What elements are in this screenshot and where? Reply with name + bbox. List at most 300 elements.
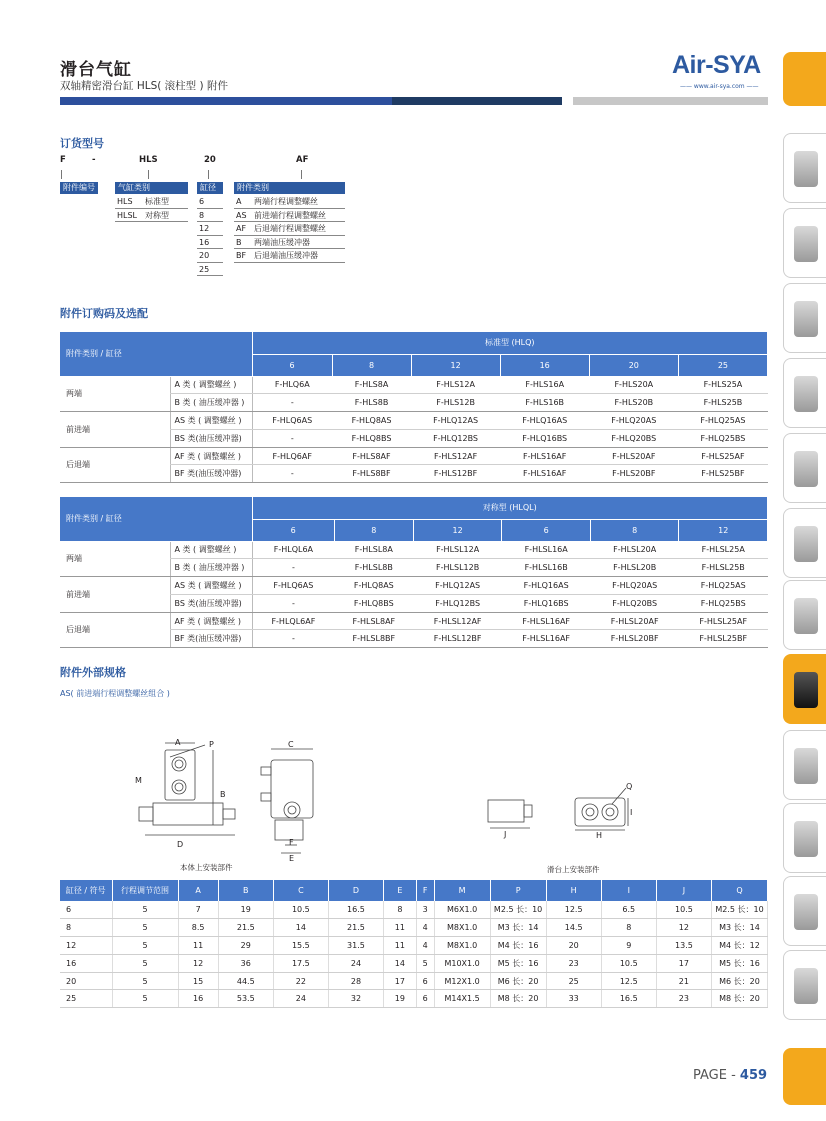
table-cell: F-HLQ6A [252,376,332,394]
spec-cell: 36 [218,954,273,972]
spec-cell: 28 [328,972,383,990]
side-tab-top [783,52,826,106]
spec-cell: 21.5 [218,919,273,937]
table-cell: F-HLS25BF [678,465,767,483]
acc-type-list [234,195,345,263]
side-tab-1[interactable] [783,133,826,203]
table-cell: F-HLS25AF [678,447,767,465]
table-row [60,954,768,972]
list-item: B 两端油压缓冲器 [234,236,345,250]
dim-h: H [596,831,603,840]
spec-cell: 17 [384,972,417,990]
row-subtype: BF 类(油压缓冲器) [170,465,252,483]
spec-cell: 5 [112,972,178,990]
bore-list [197,195,223,276]
spec-cell: M6 长：20 [490,972,546,990]
table-row [60,447,768,465]
code-hls: HLS [139,155,158,165]
spec-cell: 5 [112,990,178,1008]
spec-cell: 6 [60,901,112,919]
table-cell: F-HLSL20BF [590,630,679,648]
table-cell: F-HLQ8BS [334,594,413,612]
spec-cell: 53.5 [218,990,273,1008]
table-cell: - [252,630,334,648]
table-cell: F-HLQ25AS [678,412,767,430]
order-section-title: 订货型号 [60,137,104,150]
spec-cell: 5 [112,919,178,937]
row-subtype: A 类 ( 调整螺丝 ) [170,376,252,394]
list-item: 6 [197,195,223,209]
code-tick [148,170,149,179]
list-item: 16 [197,236,223,250]
bore-header: 16 [500,354,589,376]
table-cell: F-HLQL6AF [252,612,334,630]
dim-d: D [177,840,184,849]
spec-cell: M5 长：16 [490,954,546,972]
table-cell: F-HLS16AF [500,465,589,483]
spec-header: A [178,880,218,901]
spec-cell: M3 长：14 [712,919,768,937]
cyl-type-list [115,195,188,222]
spec-cell: 12.5 [601,972,656,990]
side-tab-6[interactable] [783,508,826,578]
dim-i: I [630,808,633,817]
spec-cell: 21.5 [328,919,383,937]
bore-header: 8 [334,519,413,541]
table-cell: F-HLQ6AS [252,577,334,595]
table-cell: F-HLQL6A [252,541,334,559]
list-item: HLS 标准型 [115,195,188,209]
spec-cell: M6 长：20 [712,972,768,990]
table-cell: - [252,594,334,612]
table-corner: 附件类别 / 缸径 [60,332,252,376]
table-cell: F-HLS8B [332,394,411,412]
gripper-icon [794,451,818,487]
side-tab-4[interactable] [783,358,826,428]
page-title: 滑台气缸 [60,60,132,80]
bore-header: 6 [252,354,332,376]
table-cell: F-HLS16AF [500,447,589,465]
spec-cell: 8 [601,919,656,937]
code-dash: - [92,155,96,165]
table-cell: F-HLSL12AF [413,612,502,630]
spec-cell: 8 [60,919,112,937]
brand-url: —— www.air-sya.com —— [680,83,759,90]
table-cell: F-HLQ8AS [332,412,411,430]
bore-header: 25 [678,354,767,376]
side-tab-11[interactable] [783,876,826,946]
code-tick [61,170,62,179]
table-cell: F-HLS25A [678,376,767,394]
spec-cell: 21 [656,972,711,990]
spec-cell: 16.5 [328,901,383,919]
spec-cell: 13.5 [656,937,711,955]
table-cell: F-HLS8AF [332,447,411,465]
table-cell: - [252,429,332,447]
table-cell: F-HLQ16AS [500,412,589,430]
table-cell: F-HLSL20B [590,559,679,577]
page-subtitle: 双轴精密滑台缸 HLS( 滚柱型 ) 附件 [60,80,228,92]
row-subtype: B 类 ( 油压缓冲器 ) [170,559,252,577]
table-cell: F-HLQ25BS [679,594,768,612]
table-group: 对称型 (HLQL) [252,497,768,519]
dim-a: A [175,738,181,747]
row-subtype: AF 类 ( 调整螺丝 ) [170,612,252,630]
spec-cell: 17 [656,954,711,972]
table-cell: - [252,559,334,577]
row-subtype: AS 类 ( 调整螺丝 ) [170,412,252,430]
list-item: 25 [197,263,223,277]
table-section-title: 附件订购码及选配 [60,307,148,320]
row-subtype: AS 类 ( 调整螺丝 ) [170,577,252,595]
spec-cell: 11 [178,937,218,955]
list-item: AS 前进端行程调整螺丝 [234,209,345,223]
table-cell: F-HLQ8AS [334,577,413,595]
table-row [60,919,768,937]
spec-cell: 6 [416,972,434,990]
spec-cell: 12.5 [546,901,601,919]
side-tab-10[interactable] [783,803,826,873]
spec-header: D [328,880,383,901]
spec-cell: 15.5 [273,937,328,955]
spec-cell: 10.5 [656,901,711,919]
spec-cell: 8.5 [178,919,218,937]
spec-cell: 6.5 [601,901,656,919]
code-tick [208,170,209,179]
spec-cell: 12 [178,954,218,972]
bore-header: 20 [589,354,678,376]
dim-q: Q [626,782,633,791]
code-af: AF [296,155,309,165]
bore-header: 6 [502,519,591,541]
body-mount-drawing [125,735,325,865]
spec-cell: 6 [416,990,434,1008]
slide-mount-drawing [480,780,650,840]
bracket-icon [794,748,818,784]
brand-logo: Air-SYA [672,51,761,79]
spec-cell: M8X1.0 [434,937,490,955]
spec-subtitle: AS( 前进端行程调整螺丝组合 ) [60,689,170,698]
spec-cell: 29 [218,937,273,955]
spec-cell: 24 [273,990,328,1008]
dim-e: E [289,854,295,863]
header-bar-gray [573,97,768,105]
spec-header: F [416,880,434,901]
bore-header: 12 [411,354,500,376]
table-cell: F-HLS12BF [411,465,500,483]
filter-icon [794,226,818,262]
row-subtype: B 类 ( 油压缓冲器 ) [170,394,252,412]
spec-cell: 11 [384,919,417,937]
spec-header: B [218,880,273,901]
table-row [60,990,768,1008]
page-number: PAGE - 459 [693,1068,768,1083]
list-item: A 两端行程调整螺丝 [234,195,345,209]
spec-cell: M5 长：16 [712,954,768,972]
spec-header: I [601,880,656,901]
spec-cell: 16 [60,954,112,972]
list-item: 12 [197,222,223,236]
spec-header: Q [712,880,768,901]
table-cell: F-HLSL12A [413,541,502,559]
spec-cell: 12 [60,937,112,955]
spec-cell: 23 [546,954,601,972]
spec-cell: 32 [328,990,383,1008]
spec-cell: M14X1.5 [434,990,490,1008]
table-cell: F-HLSL12B [413,559,502,577]
table-row [60,541,768,559]
spec-section-title: 附件外部规格 [60,666,126,679]
label-acc-no: 附件编号 [60,182,98,194]
cylinder-icon [794,151,818,187]
row-category: 后退端 [60,612,170,648]
silencer-icon [794,894,818,930]
table-cell: F-HLS20AF [589,447,678,465]
spec-cell: 20 [60,972,112,990]
spec-cell: M10X1.0 [434,954,490,972]
spec-cell: M2.5 长：10 [712,901,768,919]
spec-header: 行程调节范围 [112,880,178,901]
table-cell: F-HLSL16AF [502,630,591,648]
table-row [60,612,768,630]
table-row [60,972,768,990]
table-cell: F-HLSL25AF [679,612,768,630]
row-subtype: BF 类(油压缓冲器) [170,630,252,648]
spec-cell: 19 [384,990,417,1008]
code-20: 20 [204,155,216,165]
spec-header: J [656,880,711,901]
table-cell: F-HLQ8BS [332,429,411,447]
standard-table [60,332,768,483]
spec-cell: 25 [546,972,601,990]
list-item: 20 [197,249,223,263]
spec-cell: 5 [112,937,178,955]
spec-cell: M2.5 长：10 [490,901,546,919]
row-subtype: BS 类(油压缓冲器) [170,594,252,612]
spec-cell: 12 [656,919,711,937]
spec-header: C [273,880,328,901]
spec-cell: 10.5 [601,954,656,972]
table-cell: F-HLQ12AS [411,412,500,430]
table-cell: F-HLS12B [411,394,500,412]
dim-b: B [220,790,226,799]
table-cell: F-HLSL16A [502,541,591,559]
table-cell: F-HLQ16BS [500,429,589,447]
side-tab-12[interactable] [783,950,826,1020]
spec-cell: 5 [112,954,178,972]
bore-header: 12 [413,519,502,541]
spec-header: E [384,880,417,901]
row-category: 两端 [60,376,170,412]
spec-cell: 19 [218,901,273,919]
table-cell: F-HLS12AF [411,447,500,465]
spec-cell: 44.5 [218,972,273,990]
dim-m: M [135,776,142,785]
spec-cell: 14.5 [546,919,601,937]
table-cell: F-HLSL20AF [590,612,679,630]
label-bore: 缸径 [197,182,223,194]
spec-header: 缸径 / 符号 [60,880,112,901]
dim-c: C [288,740,294,749]
spec-cell: 4 [416,937,434,955]
spec-cell: 20 [546,937,601,955]
spec-cell: 17.5 [273,954,328,972]
table-cell: F-HLS12A [411,376,500,394]
spec-header: M [434,880,490,901]
spec-table [60,880,768,1008]
spec-cell: M8 长：20 [712,990,768,1008]
spec-cell: M8X1.0 [434,919,490,937]
code-f: F [60,155,66,165]
side-tab-8-active[interactable] [783,654,826,724]
spec-cell: 14 [384,954,417,972]
table-cell: F-HLSL8A [334,541,413,559]
row-subtype: AF 类 ( 调整螺丝 ) [170,447,252,465]
rotary-icon [794,598,818,634]
table-row [60,577,768,595]
spec-cell: 14 [273,919,328,937]
spec-cell: 22 [273,972,328,990]
table-cell: F-HLQ25BS [678,429,767,447]
table-cell: F-HLSL8B [334,559,413,577]
table-cell: F-HLQ20BS [589,429,678,447]
row-category: 前进端 [60,577,170,613]
list-item: 8 [197,209,223,223]
table-cell: F-HLQ16BS [502,594,591,612]
spec-header: P [490,880,546,901]
side-tab-7[interactable] [783,580,826,650]
table-cell: F-HLSL8AF [334,612,413,630]
table-cell: F-HLQ20AS [589,412,678,430]
valve-icon [794,301,818,337]
caption-body-mount: 本体上安装部件 [180,863,233,872]
spec-cell: 9 [601,937,656,955]
row-subtype: BS 类(油压缓冲器) [170,429,252,447]
side-tab-bottom [783,1048,826,1105]
caption-slide-mount: 滑台上安装部件 [547,865,600,874]
table-cell: F-HLSL25BF [679,630,768,648]
dim-p: P [209,740,214,749]
table-cell: F-HLSL8BF [334,630,413,648]
spec-cell: M12X1.0 [434,972,490,990]
code-tick [301,170,302,179]
table-cell: - [252,465,332,483]
label-cyl-type: 气缸类别 [115,182,188,194]
table-cell: F-HLQ6AS [252,412,332,430]
bore-header: 6 [252,519,334,541]
bore-header: 8 [332,354,411,376]
list-item: HLSL 对称型 [115,209,188,223]
fitting-icon [794,376,818,412]
table-cell: F-HLQ12BS [411,429,500,447]
table-cell: F-HLS20BF [589,465,678,483]
table-row [60,937,768,955]
spec-cell: M6X1.0 [434,901,490,919]
spec-cell: 5 [112,901,178,919]
table-cell: F-HLSL25B [679,559,768,577]
table-row [60,376,768,394]
table-cell: F-HLSL16AF [502,612,591,630]
table-cell: F-HLS20A [589,376,678,394]
table-cell: F-HLSL25A [679,541,768,559]
row-subtype: A 类 ( 调整螺丝 ) [170,541,252,559]
table-cell: F-HLS16A [500,376,589,394]
header-bar-blue [60,97,392,105]
row-category: 前进端 [60,412,170,448]
spec-cell: 7 [178,901,218,919]
symmetric-table [60,497,768,648]
list-item: AF 后退端行程调整螺丝 [234,222,345,236]
table-group: 标准型 (HLQ) [252,332,768,354]
table-cell: F-HLS16B [500,394,589,412]
table-cell: F-HLS25B [678,394,767,412]
table-row [60,901,768,919]
table-corner: 附件类别 / 缸径 [60,497,252,541]
table-cell: F-HLQ12AS [413,577,502,595]
spec-cell: 8 [384,901,417,919]
table-cell: F-HLQ20BS [590,594,679,612]
table-cell: F-HLS8BF [332,465,411,483]
spec-cell: 16.5 [601,990,656,1008]
spec-header: H [546,880,601,901]
spec-cell: 24 [328,954,383,972]
spec-cell: 11 [384,937,417,955]
side-tab-2[interactable] [783,208,826,278]
table-cell: - [252,394,332,412]
slide-cylinder-icon [794,526,818,562]
header-bar-dark [392,97,562,105]
bore-header: 12 [679,519,768,541]
spec-cell: M4 长：16 [490,937,546,955]
dim-f: F [289,838,294,847]
spec-cell: 10.5 [273,901,328,919]
spec-cell: 4 [416,919,434,937]
table-cell: F-HLQ16AS [502,577,591,595]
spec-cell: 16 [178,990,218,1008]
slide-table-icon [794,672,818,708]
dim-j: J [504,830,507,839]
spec-cell: 23 [656,990,711,1008]
spec-cell: 5 [416,954,434,972]
spec-cell: M3 长：14 [490,919,546,937]
table-cell: F-HLSL16B [502,559,591,577]
row-category: 后退端 [60,447,170,483]
table-cell: F-HLSL12BF [413,630,502,648]
side-tab-3[interactable] [783,283,826,353]
list-item: BF 后退端油压缓冲器 [234,249,345,263]
table-cell: F-HLQ6AF [252,447,332,465]
table-cell: F-HLS20B [589,394,678,412]
spec-cell: 15 [178,972,218,990]
table-cell: F-HLSL20A [590,541,679,559]
side-tab-5[interactable] [783,433,826,503]
spec-cell: M4 长：12 [712,937,768,955]
label-acc-type: 附件类别 [234,182,345,194]
spec-cell: 31.5 [328,937,383,955]
clamp-icon [794,968,818,1004]
table-row [60,412,768,430]
spec-cell: 25 [60,990,112,1008]
table-cell: F-HLQ12BS [413,594,502,612]
elbow-icon [794,821,818,857]
spec-cell: 33 [546,990,601,1008]
side-tab-9[interactable] [783,730,826,800]
spec-cell: 3 [416,901,434,919]
spec-cell: M8 长：20 [490,990,546,1008]
row-category: 两端 [60,541,170,577]
bore-header: 8 [590,519,679,541]
table-cell: F-HLQ25AS [679,577,768,595]
